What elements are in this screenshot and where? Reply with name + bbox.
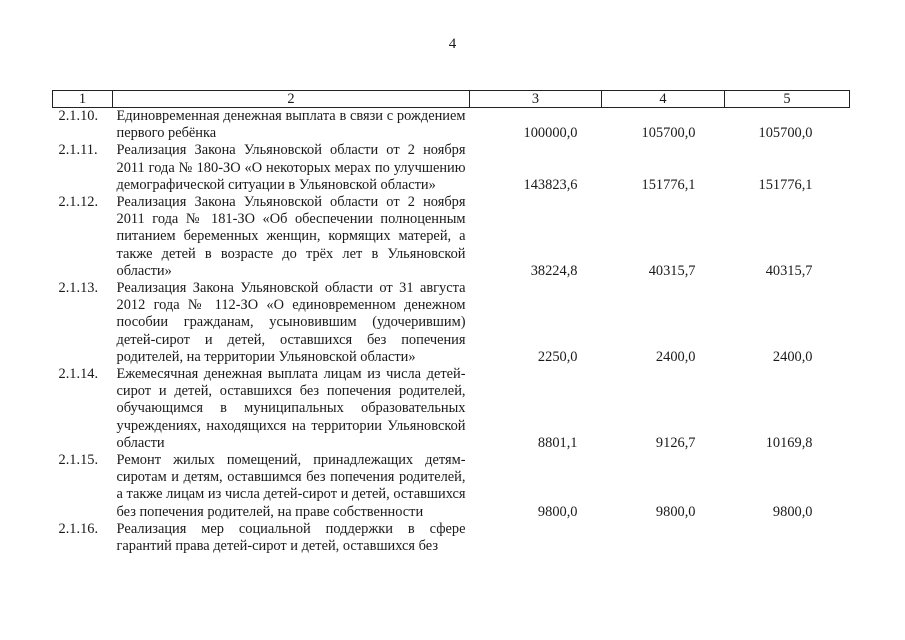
row-description: Реализация Закона Ульяновской области от 31 августа 2012 года № 112-ЗО «О единовременном денежном пособии гражданам, усыновившим (удочерившим) детей-сирот и детей, оставшихся без попечения родителей, на территории Ульяновской области» — [116, 280, 466, 365]
budget-table — [52, 90, 850, 555]
table-row — [53, 280, 850, 366]
row-value-col4: 40315,7 — [648, 262, 696, 279]
row-value-col5: 2400,0 — [772, 348, 813, 365]
column-header-4: 4 — [602, 91, 725, 108]
row-number: 2.1.12. — [58, 194, 99, 211]
table-row — [53, 142, 850, 194]
row-description: Реализация Закона Ульяновской области от 2 ноября 2011 года № 180-ЗО «О некоторых мерах по улучшению демографической ситуации в Ульяновской области» — [116, 142, 466, 193]
row-description: Реализация мер социальной поддержки в сфере гарантий права детей-сирот и детей, оставшихся без — [116, 520, 466, 555]
row-value-col4: 151776,1 — [641, 176, 696, 193]
row-value-col3: 8801,1 — [537, 434, 578, 451]
table-row — [53, 194, 850, 280]
row-number: 2.1.13. — [58, 280, 99, 297]
row-value-col4: 9800,0 — [655, 503, 696, 520]
row-number: 2.1.10. — [58, 108, 99, 124]
table-row — [53, 452, 850, 521]
row-description: Реализация Закона Ульяновской области от 2 ноября 2011 года № 181-ЗО «Об обеспечении полноценным питанием беременных женщин, кормящих матерей, а также детей в возрасте до трёх лет в Ульяновской области» — [116, 194, 466, 279]
page-number: 4 — [448, 36, 457, 52]
row-value-col5: 105700,0 — [758, 125, 813, 142]
row-value-col3: 143823,6 — [523, 176, 578, 193]
row-value-col3: 38224,8 — [530, 262, 578, 279]
row-description: Ремонт жилых помещений, принадлежащих детям-сиротам и детям, оставшимся без попечения родителей, а также лицам из числа детей-сирот и детей, оставшихся без попечения родителей, на праве собственности — [116, 452, 466, 520]
row-value-col5 — [725, 521, 850, 555]
row-value-col3 — [470, 521, 602, 555]
row-value-col4: 105700,0 — [641, 125, 696, 142]
row-number: 2.1.16. — [58, 520, 99, 537]
row-number: 2.1.14. — [58, 366, 99, 383]
column-header-2: 2 — [113, 91, 470, 108]
table-row — [53, 521, 850, 555]
row-value-col3: 100000,0 — [523, 125, 578, 142]
row-description: Единовременная денежная выплата в связи с рождением первого ребёнка — [116, 108, 466, 142]
column-header-1: 1 — [53, 91, 113, 108]
row-number: 2.1.11. — [58, 142, 98, 159]
row-value-col4: 2400,0 — [655, 348, 696, 365]
row-number: 2.1.15. — [58, 452, 99, 469]
table-header-row — [53, 91, 850, 108]
row-value-col5: 40315,7 — [765, 262, 813, 279]
row-description: Ежемесячная денежная выплата лицам из числа детей-сирот и детей, оставшихся без попечения родителей, обучающимся в муниципальных образовательных учреждениях, находящихся на территории Ульяновской области — [116, 366, 466, 451]
row-value-col5: 9800,0 — [772, 503, 813, 520]
row-value-col4: 9126,7 — [655, 434, 696, 451]
row-value-col4 — [602, 521, 725, 555]
row-value-col5: 151776,1 — [758, 176, 813, 193]
table-row — [53, 108, 850, 143]
row-value-col3: 9800,0 — [537, 503, 578, 520]
row-value-col5: 10169,8 — [765, 434, 813, 451]
row-value-col3: 2250,0 — [537, 348, 578, 365]
table-row — [53, 366, 850, 452]
column-header-5: 5 — [725, 91, 850, 108]
column-header-3: 3 — [470, 91, 602, 108]
